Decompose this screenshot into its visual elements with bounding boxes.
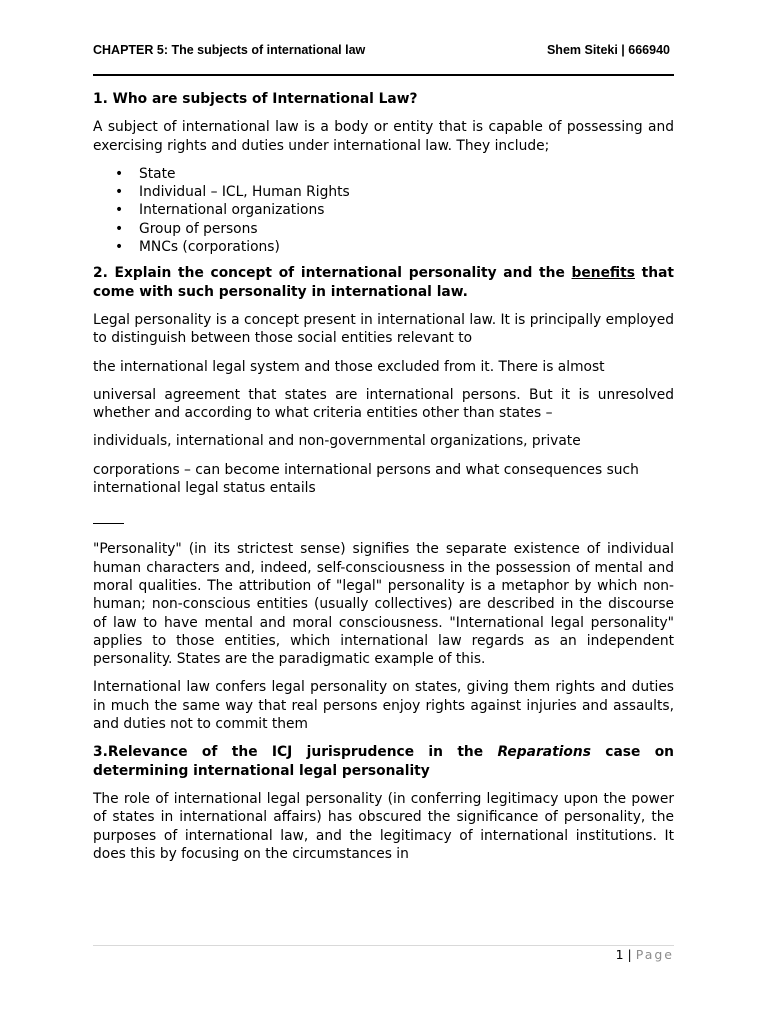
question-1-heading: 1. Who are subjects of International Law?	[93, 91, 418, 107]
document-body	[93, 90, 674, 873]
question-1-intro: A subject of international law is a body or entity that is capable of possessing and exercising rights and duties under international law. They include;	[93, 119, 674, 154]
bullet-icon: •	[115, 184, 124, 201]
page-header	[93, 40, 674, 62]
list-item: • State	[115, 165, 176, 182]
bullet-icon: •	[115, 239, 124, 256]
footer-separator: |	[627, 947, 632, 962]
page-footer	[616, 947, 674, 962]
paragraph: corporations – can become international persons and what consequences such international legal status entails	[93, 461, 639, 497]
bullet-icon: •	[115, 202, 124, 219]
paragraph: The role of international legal personality (in conferring legitimacy upon the power of states in international affairs) has obscured the significance of personality, the purposes of international law, and the legitimacy of international institutions. It does this by focusing on the circumstances in	[93, 790, 674, 862]
paragraph: individuals, international and non-governmental organizations, private	[93, 433, 581, 450]
footer-divider	[93, 945, 674, 946]
reparations-italic: Reparations	[497, 744, 591, 761]
paragraph: International law confers legal personality on states, giving them rights and duties in much the same way that real persons enjoy rights against injuries and assaults, and duties not to commit them	[93, 679, 674, 733]
page-number: 1	[615, 947, 624, 962]
bullet-icon: •	[115, 165, 124, 182]
list-item: • MNCs (corporations)	[115, 239, 280, 256]
header-chapter-title: CHAPTER 5: The subjects of international law	[93, 43, 366, 57]
bullet-icon: •	[115, 220, 124, 237]
header-author: Shem Siteki | 666940	[546, 43, 670, 57]
list-item: • Group of persons	[115, 220, 258, 237]
question-2-heading: 2. Explain the concept of international personality and the benefits that come with such personality in international law.	[93, 265, 674, 300]
page-label: Page	[635, 947, 674, 962]
paragraph: Legal personality is a concept present in international law. It is principally employed to distinguish between those social entities relevant to	[93, 311, 674, 347]
list-item: • International organizations	[115, 202, 325, 219]
paragraph: "Personality" (in its strictest sense) signifies the separate existence of individual human characters and, indeed, self-consciousness in the possession of mental and moral qualities. The attribution of "legal" personality is a metaphor by which non-human; non-conscious entities (usually collectives) are described in the discourse of law to have mental and moral consciousness. "International legal personality" applies to those entities, which international law regards as an independent personality. States are the paradigmatic example of this.	[93, 541, 674, 668]
document-page	[93, 0, 674, 1024]
paragraph: universal agreement that states are international persons. But it is unresolved whether and according to what criteria entities other than states –	[93, 386, 674, 422]
benefits-underlined: benefits	[571, 265, 635, 282]
question-3-heading: 3.Relevance of the ICJ jurisprudence in the Reparations case on determining international legal personality	[93, 744, 675, 779]
short-divider	[93, 523, 124, 524]
list-item: • Individual – ICL, Human Rights	[115, 184, 350, 201]
header-divider	[93, 74, 674, 76]
subjects-list	[93, 165, 674, 256]
paragraph: the international legal system and those excluded from it. There is almost	[93, 358, 605, 375]
